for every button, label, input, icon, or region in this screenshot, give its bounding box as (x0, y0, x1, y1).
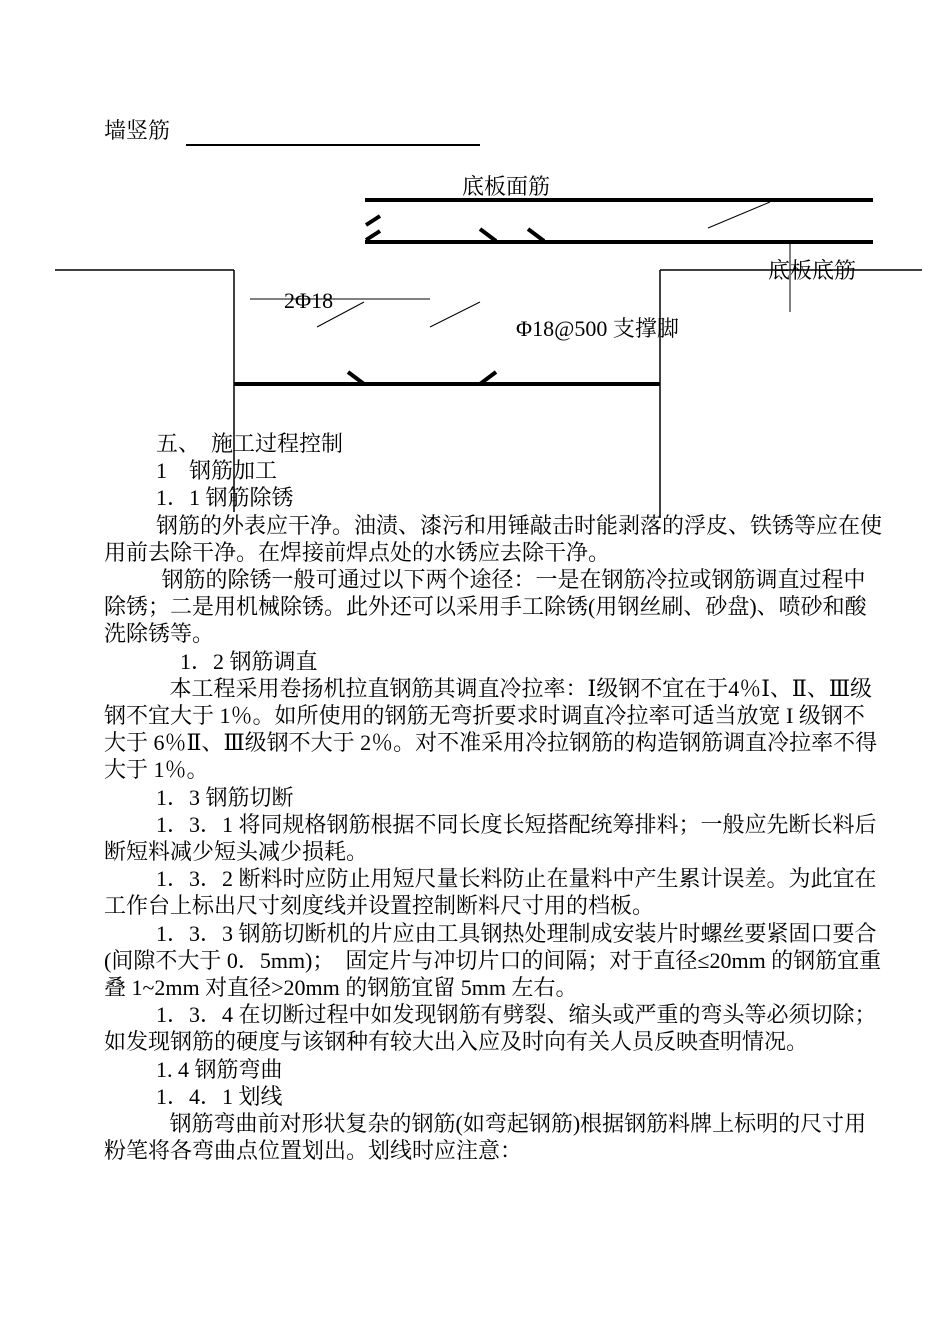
paragraph: 1．3．2 断料时应防止用短尺量长料防止在量料中产生累计误差。为此宜在工作台上标出尺寸刻度线并设置控制断料尺寸用的档板。 (104, 866, 877, 919)
support-leg-label: Φ18@500 支撑脚 (516, 316, 679, 341)
hook-mark (366, 231, 380, 240)
bar-2phi18-label: 2Φ18 (284, 288, 334, 313)
leader-line (708, 202, 770, 228)
paragraph: 钢筋弯曲前对形状复杂的钢筋(如弯起钢筋)根据钢筋料牌上标明的尺寸用粉笔将各弯曲点位置划出。划线时应注意： (104, 1111, 867, 1164)
hook-mark (366, 216, 380, 225)
leader-line (430, 302, 480, 327)
hook-mark (528, 229, 544, 241)
hook-mark (480, 229, 496, 241)
wall-vertical-bar-label: 墙竖筋 (104, 118, 171, 143)
paragraph: 1．3．1 将同规格钢筋根据不同长度长短搭配统筹排料；一般应先断长料后断短料减少短头减少损耗。 (104, 811, 877, 865)
section-heading: 五、 施工过程控制 (156, 431, 344, 456)
paragraph: 1．2 钢筋调直 (180, 648, 318, 674)
paragraph: 本工程采用卷扬机拉直钢筋其调直冷拉率：Ⅰ级钢不宜在于4％Ⅰ、Ⅱ、Ⅲ级钢不宜大于 1％。如所使用的钢筋无弯折要求时调直冷拉率可适当放宽 I 级钢不大于 6％Ⅱ、Ⅲ级钢不大于 2％。对不准采用冷拉钢筋的构造钢筋调直冷拉率不得大于 1％。 (104, 675, 878, 783)
paragraph: 钢筋的外表应干净。油渍、漆污和用锤敲击时能剥落的浮皮、铁锈等应在使用前去除干净。在焊接前焊点处的水锈应去除干净。 (104, 512, 883, 565)
slab-bottom-bar-label: 底板底筋 (768, 258, 857, 283)
construction-text (104, 430, 884, 1164)
paragraph: 1．3．4 在切断过程中如发现钢筋有劈裂、缩头或严重的弯头等必须切除；如发现钢筋的硬度与该钢种有较大出入应及时向有关人员反映查明情况。 (104, 1002, 877, 1055)
slab-top-bar-label: 底板面筋 (462, 174, 551, 199)
paragraph: 钢筋的除锈一般可通过以下两个途径：一是在钢筋冷拉或钢筋调直过程中除锈；二是用机械除锈。此外还可以采用手工除锈(用钢丝刷、砂盘)、喷砂和酸洗除锈等。 (104, 567, 867, 647)
paragraph: 1．4．1 划线 (156, 1083, 283, 1109)
paragraph: 1．1 钢筋除锈 (156, 485, 294, 511)
paragraph: 1．3．3 钢筋切断机的片应由工具钢热处理制成安装片时螺丝要紧固口要合(间隙不大于 0．5mm)； 固定片与冲切片口的间隔；对于直径≤20mm 的钢筋宜重叠 1~2mm 对直径>20mm 的钢筋宜留 5mm 左右。 (104, 920, 882, 1001)
paragraph: 1．3 钢筋切断 (156, 784, 294, 810)
paragraph: 1 钢筋加工 (156, 458, 278, 484)
paragraph: 1. 4 钢筋弯曲 (156, 1056, 283, 1082)
